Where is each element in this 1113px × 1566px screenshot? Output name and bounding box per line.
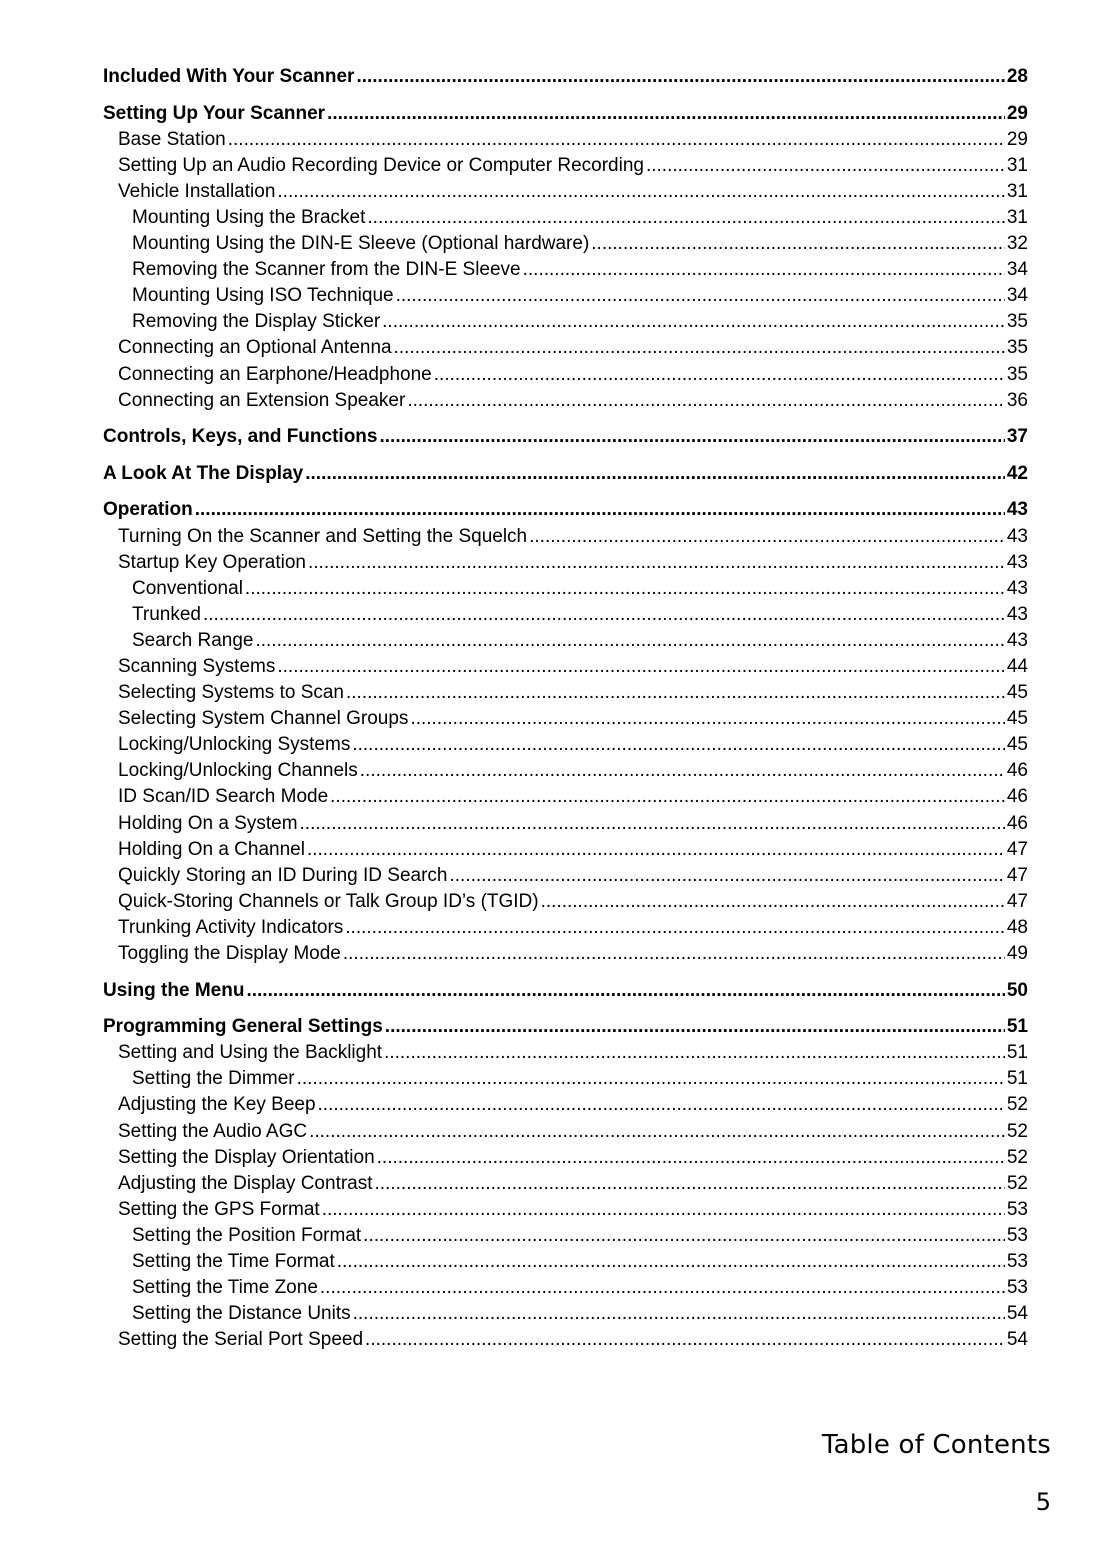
toc-entry-title: Mounting Using the DIN-E Sleeve (Optional hardware) [132, 233, 590, 255]
toc-entry[interactable] [103, 682, 1028, 708]
section-title: Table of Contents [821, 1430, 1051, 1460]
page-number: 5 [1035, 1488, 1051, 1516]
toc-dot-leader [345, 917, 1005, 939]
toc-dot-leader [297, 1068, 1005, 1090]
toc-entry[interactable] [103, 155, 1028, 181]
toc-entry-page: 29 [1006, 128, 1028, 150]
toc-entry-title: Setting the Distance Units [132, 1303, 351, 1325]
toc-entry[interactable] [103, 463, 1028, 489]
toc-dot-leader [529, 526, 1005, 548]
toc-entry[interactable] [103, 1173, 1028, 1199]
toc-dot-leader [343, 943, 1005, 965]
toc-entry-title: Programming General Settings [103, 1016, 383, 1038]
toc-entry-title: Locking/Unlocking Systems [118, 734, 351, 756]
toc-dot-leader [346, 682, 1005, 704]
toc-entry-page: 35 [1006, 311, 1028, 333]
toc-entry[interactable] [103, 285, 1028, 311]
toc-entry-title: Search Range [132, 629, 254, 651]
toc-entry[interactable] [103, 891, 1028, 917]
toc-entry-title: Selecting Systems to Scan [118, 682, 344, 704]
toc-dot-leader [363, 1225, 1005, 1247]
toc-entry[interactable] [103, 786, 1028, 812]
toc-entry[interactable] [103, 917, 1028, 943]
toc-entry[interactable] [103, 181, 1028, 207]
toc-entry-title: Trunking Activity Indicators [118, 916, 344, 938]
toc-dot-leader [646, 155, 1005, 177]
toc-entry-page: 43 [1006, 499, 1028, 521]
toc-dot-leader [228, 129, 1005, 151]
toc-entry-page: 44 [1006, 655, 1028, 677]
toc-dot-leader [203, 604, 1005, 626]
toc-entry-page: 47 [1006, 864, 1028, 886]
toc-entry[interactable] [103, 129, 1028, 155]
toc-entry-page: 50 [1006, 979, 1028, 1001]
toc-entry-page: 52 [1006, 1172, 1028, 1194]
toc-entry-title: ID Scan/ID Search Mode [118, 786, 329, 808]
toc-entry-title: Selecting System Channel Groups [118, 708, 409, 730]
toc-entry[interactable] [103, 578, 1028, 604]
toc-entry[interactable] [103, 526, 1028, 552]
toc-entry-page: 51 [1006, 1016, 1028, 1038]
toc-entry-title: Trunked [132, 603, 201, 625]
toc-entry-title: Turning On the Scanner and Setting the Squelch [118, 525, 528, 547]
toc-dot-leader [300, 813, 1005, 835]
toc-entry-page: 52 [1006, 1120, 1028, 1142]
toc-entry-page: 43 [1006, 577, 1028, 599]
toc-entry-title: Startup Key Operation [118, 551, 306, 573]
toc-entry-title: Using the Menu [103, 979, 245, 1001]
toc-entry-page: 53 [1006, 1251, 1028, 1273]
toc-entry[interactable] [103, 207, 1028, 233]
toc-entry-title: Setting the Display Orientation [118, 1146, 375, 1168]
toc-entry-page: 52 [1006, 1146, 1028, 1168]
toc-entry-page: 54 [1006, 1329, 1028, 1351]
toc-entry-page: 46 [1006, 786, 1028, 808]
toc-entry[interactable] [103, 337, 1028, 363]
table-of-contents [103, 66, 1028, 1355]
toc-dot-leader [434, 364, 1005, 386]
toc-dot-leader [330, 786, 1005, 808]
toc-entry-page: 53 [1006, 1224, 1028, 1246]
toc-entry[interactable] [103, 1094, 1028, 1120]
toc-entry[interactable] [103, 1016, 1028, 1042]
toc-dot-leader [396, 285, 1005, 307]
toc-entry-title: Setting the Serial Port Speed [118, 1329, 364, 1351]
toc-entry-title: Mounting Using the Bracket [132, 206, 366, 228]
toc-entry[interactable] [103, 1225, 1028, 1251]
toc-entry-title: Quickly Storing an ID During ID Search [118, 864, 448, 886]
toc-entry-title: Connecting an Optional Antenna [118, 337, 392, 359]
toc-dot-leader [337, 1251, 1005, 1273]
toc-entry-page: 43 [1006, 525, 1028, 547]
toc-entry[interactable] [103, 1199, 1028, 1225]
toc-entry[interactable] [103, 311, 1028, 337]
toc-entry-page: 53 [1006, 1277, 1028, 1299]
toc-dot-leader [449, 865, 1004, 887]
toc-entry[interactable] [103, 980, 1028, 1006]
toc-entry-page: 35 [1006, 363, 1028, 385]
toc-entry-page: 45 [1006, 734, 1028, 756]
toc-dot-leader [353, 1303, 1005, 1325]
toc-entry-title: Setting the Dimmer [132, 1068, 295, 1090]
toc-entry-page: 52 [1006, 1094, 1028, 1116]
toc-entry-title: Holding On a Channel [118, 838, 305, 860]
toc-entry[interactable] [103, 1068, 1028, 1094]
toc-entry-title: Connecting an Extension Speaker [118, 389, 406, 411]
toc-entry[interactable] [103, 1121, 1028, 1147]
toc-dot-leader [318, 1094, 1005, 1116]
toc-entry-title: Setting Up an Audio Recording Device or Computer Recording [118, 154, 644, 176]
toc-entry[interactable] [103, 839, 1028, 865]
toc-entry-title: Locking/Unlocking Channels [118, 760, 358, 782]
toc-entry-title: Toggling the Display Mode [118, 943, 341, 964]
toc-entry[interactable] [103, 1042, 1028, 1068]
toc-dot-leader [375, 1173, 1005, 1195]
toc-entry-title: Removing the Display Sticker [132, 311, 381, 333]
toc-entry-title: Conventional [132, 577, 243, 599]
toc-dot-leader [407, 390, 1005, 412]
toc-entry-title: Setting the GPS Format [118, 1198, 320, 1220]
toc-dot-leader [245, 578, 1005, 600]
toc-entry-page: 45 [1006, 708, 1028, 730]
toc-entry[interactable] [103, 734, 1028, 760]
toc-entry-page: 31 [1006, 180, 1028, 202]
toc-entry[interactable] [103, 552, 1028, 578]
toc-entry[interactable] [103, 499, 1028, 525]
toc-entry[interactable] [103, 865, 1028, 891]
toc-dot-leader [541, 891, 1005, 913]
toc-entry-page: 28 [1006, 66, 1028, 87]
toc-entry-title: Setting the Audio AGC [118, 1120, 308, 1142]
toc-dot-leader [591, 233, 1005, 255]
toc-entry-title: Holding On a System [118, 812, 298, 834]
toc-entry-page: 46 [1006, 760, 1028, 782]
toc-entry[interactable] [103, 1147, 1028, 1173]
toc-entry-title: Included With Your Scanner [103, 66, 355, 87]
toc-entry-title: Vehicle Installation [118, 180, 276, 202]
toc-dot-leader [246, 980, 1004, 1002]
toc-dot-leader [377, 1147, 1005, 1169]
toc-entry-title: Connecting an Earphone/Headphone [118, 363, 432, 385]
toc-entry-page: 31 [1006, 154, 1028, 176]
toc-entry[interactable] [103, 103, 1028, 129]
toc-entry-title: A Look At The Display [103, 462, 304, 484]
toc-entry-page: 43 [1006, 603, 1028, 625]
toc-dot-leader [327, 103, 1005, 125]
toc-entry-page: 51 [1006, 1068, 1028, 1090]
toc-dot-leader [195, 499, 1005, 521]
toc-entry-page: 47 [1006, 890, 1028, 912]
toc-entry-page: 37 [1006, 426, 1028, 448]
toc-entry[interactable] [103, 66, 1028, 92]
toc-dot-leader [365, 1329, 1005, 1351]
toc-dot-leader [255, 630, 1004, 652]
toc-entry-page: 47 [1006, 838, 1028, 860]
toc-entry-title: Adjusting the Display Contrast [118, 1172, 373, 1194]
toc-entry-page: 48 [1006, 916, 1028, 938]
toc-entry-page: 32 [1006, 233, 1028, 255]
toc-dot-leader [305, 463, 1005, 485]
toc-entry-page: 54 [1006, 1303, 1028, 1325]
toc-dot-leader [394, 337, 1005, 359]
toc-dot-leader [356, 66, 1004, 88]
toc-entry-page: 42 [1006, 462, 1028, 484]
toc-entry-title: Adjusting the Key Beep [118, 1094, 316, 1116]
toc-entry-page: 45 [1006, 682, 1028, 704]
toc-entry-title: Controls, Keys, and Functions [103, 426, 378, 448]
toc-entry-page: 53 [1006, 1198, 1028, 1220]
toc-entry-title: Setting the Position Format [132, 1224, 362, 1246]
toc-dot-leader [309, 1121, 1005, 1143]
toc-dot-leader [384, 1042, 1005, 1064]
toc-entry[interactable] [103, 1303, 1028, 1329]
toc-dot-leader [308, 552, 1005, 574]
toc-entry-title: Operation [103, 499, 193, 521]
toc-entry[interactable] [103, 604, 1028, 630]
toc-entry[interactable] [103, 656, 1028, 682]
toc-entry[interactable] [103, 259, 1028, 285]
toc-entry[interactable] [103, 708, 1028, 734]
toc-dot-leader [367, 207, 1004, 229]
toc-entry[interactable] [103, 630, 1028, 656]
toc-dot-leader [352, 734, 1005, 756]
toc-entry-title: Setting the Time Zone [132, 1277, 318, 1299]
toc-entry[interactable] [103, 1251, 1028, 1277]
toc-entry-page: 46 [1006, 812, 1028, 834]
toc-entry-title: Base Station [118, 128, 226, 150]
toc-entry-title: Setting and Using the Backlight [118, 1042, 383, 1064]
toc-dot-leader [277, 656, 1005, 678]
toc-dot-leader [379, 426, 1004, 448]
toc-entry-page: 43 [1006, 551, 1028, 573]
toc-entry[interactable] [103, 233, 1028, 259]
toc-entry[interactable] [103, 943, 1028, 969]
toc-entry-title: Quick-Storing Channels or Talk Group ID’s (TGID) [118, 890, 539, 912]
toc-dot-leader [410, 708, 1004, 730]
toc-entry[interactable] [103, 1277, 1028, 1303]
toc-entry[interactable] [103, 390, 1028, 416]
toc-entry-page: 43 [1006, 629, 1028, 651]
toc-entry-page: 34 [1006, 259, 1028, 281]
toc-dot-leader [277, 181, 1004, 203]
toc-entry-title: Mounting Using ISO Technique [132, 285, 394, 307]
toc-entry-page: 29 [1006, 102, 1028, 124]
toc-dot-leader [322, 1199, 1005, 1221]
toc-entry-page: 31 [1006, 206, 1028, 228]
toc-dot-leader [360, 760, 1005, 782]
toc-entry[interactable] [103, 813, 1028, 839]
toc-entry-page: 35 [1006, 337, 1028, 359]
toc-dot-leader [523, 259, 1005, 281]
toc-entry[interactable] [103, 364, 1028, 390]
toc-entry[interactable] [103, 426, 1028, 452]
toc-dot-leader [307, 839, 1005, 861]
toc-dot-leader [320, 1277, 1005, 1299]
toc-entry-title: Scanning Systems [118, 655, 276, 677]
toc-dot-leader [385, 1016, 1005, 1038]
toc-dot-leader [382, 311, 1005, 333]
toc-entry[interactable] [103, 1329, 1028, 1355]
toc-entry-title: Setting Up Your Scanner [103, 102, 326, 124]
toc-entry-page: 49 [1006, 943, 1028, 964]
toc-entry[interactable] [103, 760, 1028, 786]
toc-entry-page: 36 [1006, 389, 1028, 411]
toc-entry-page: 51 [1006, 1042, 1028, 1064]
toc-entry-page: 34 [1006, 285, 1028, 307]
toc-entry-title: Setting the Time Format [132, 1251, 335, 1273]
toc-entry-title: Removing the Scanner from the DIN-E Sleeve [132, 259, 521, 281]
